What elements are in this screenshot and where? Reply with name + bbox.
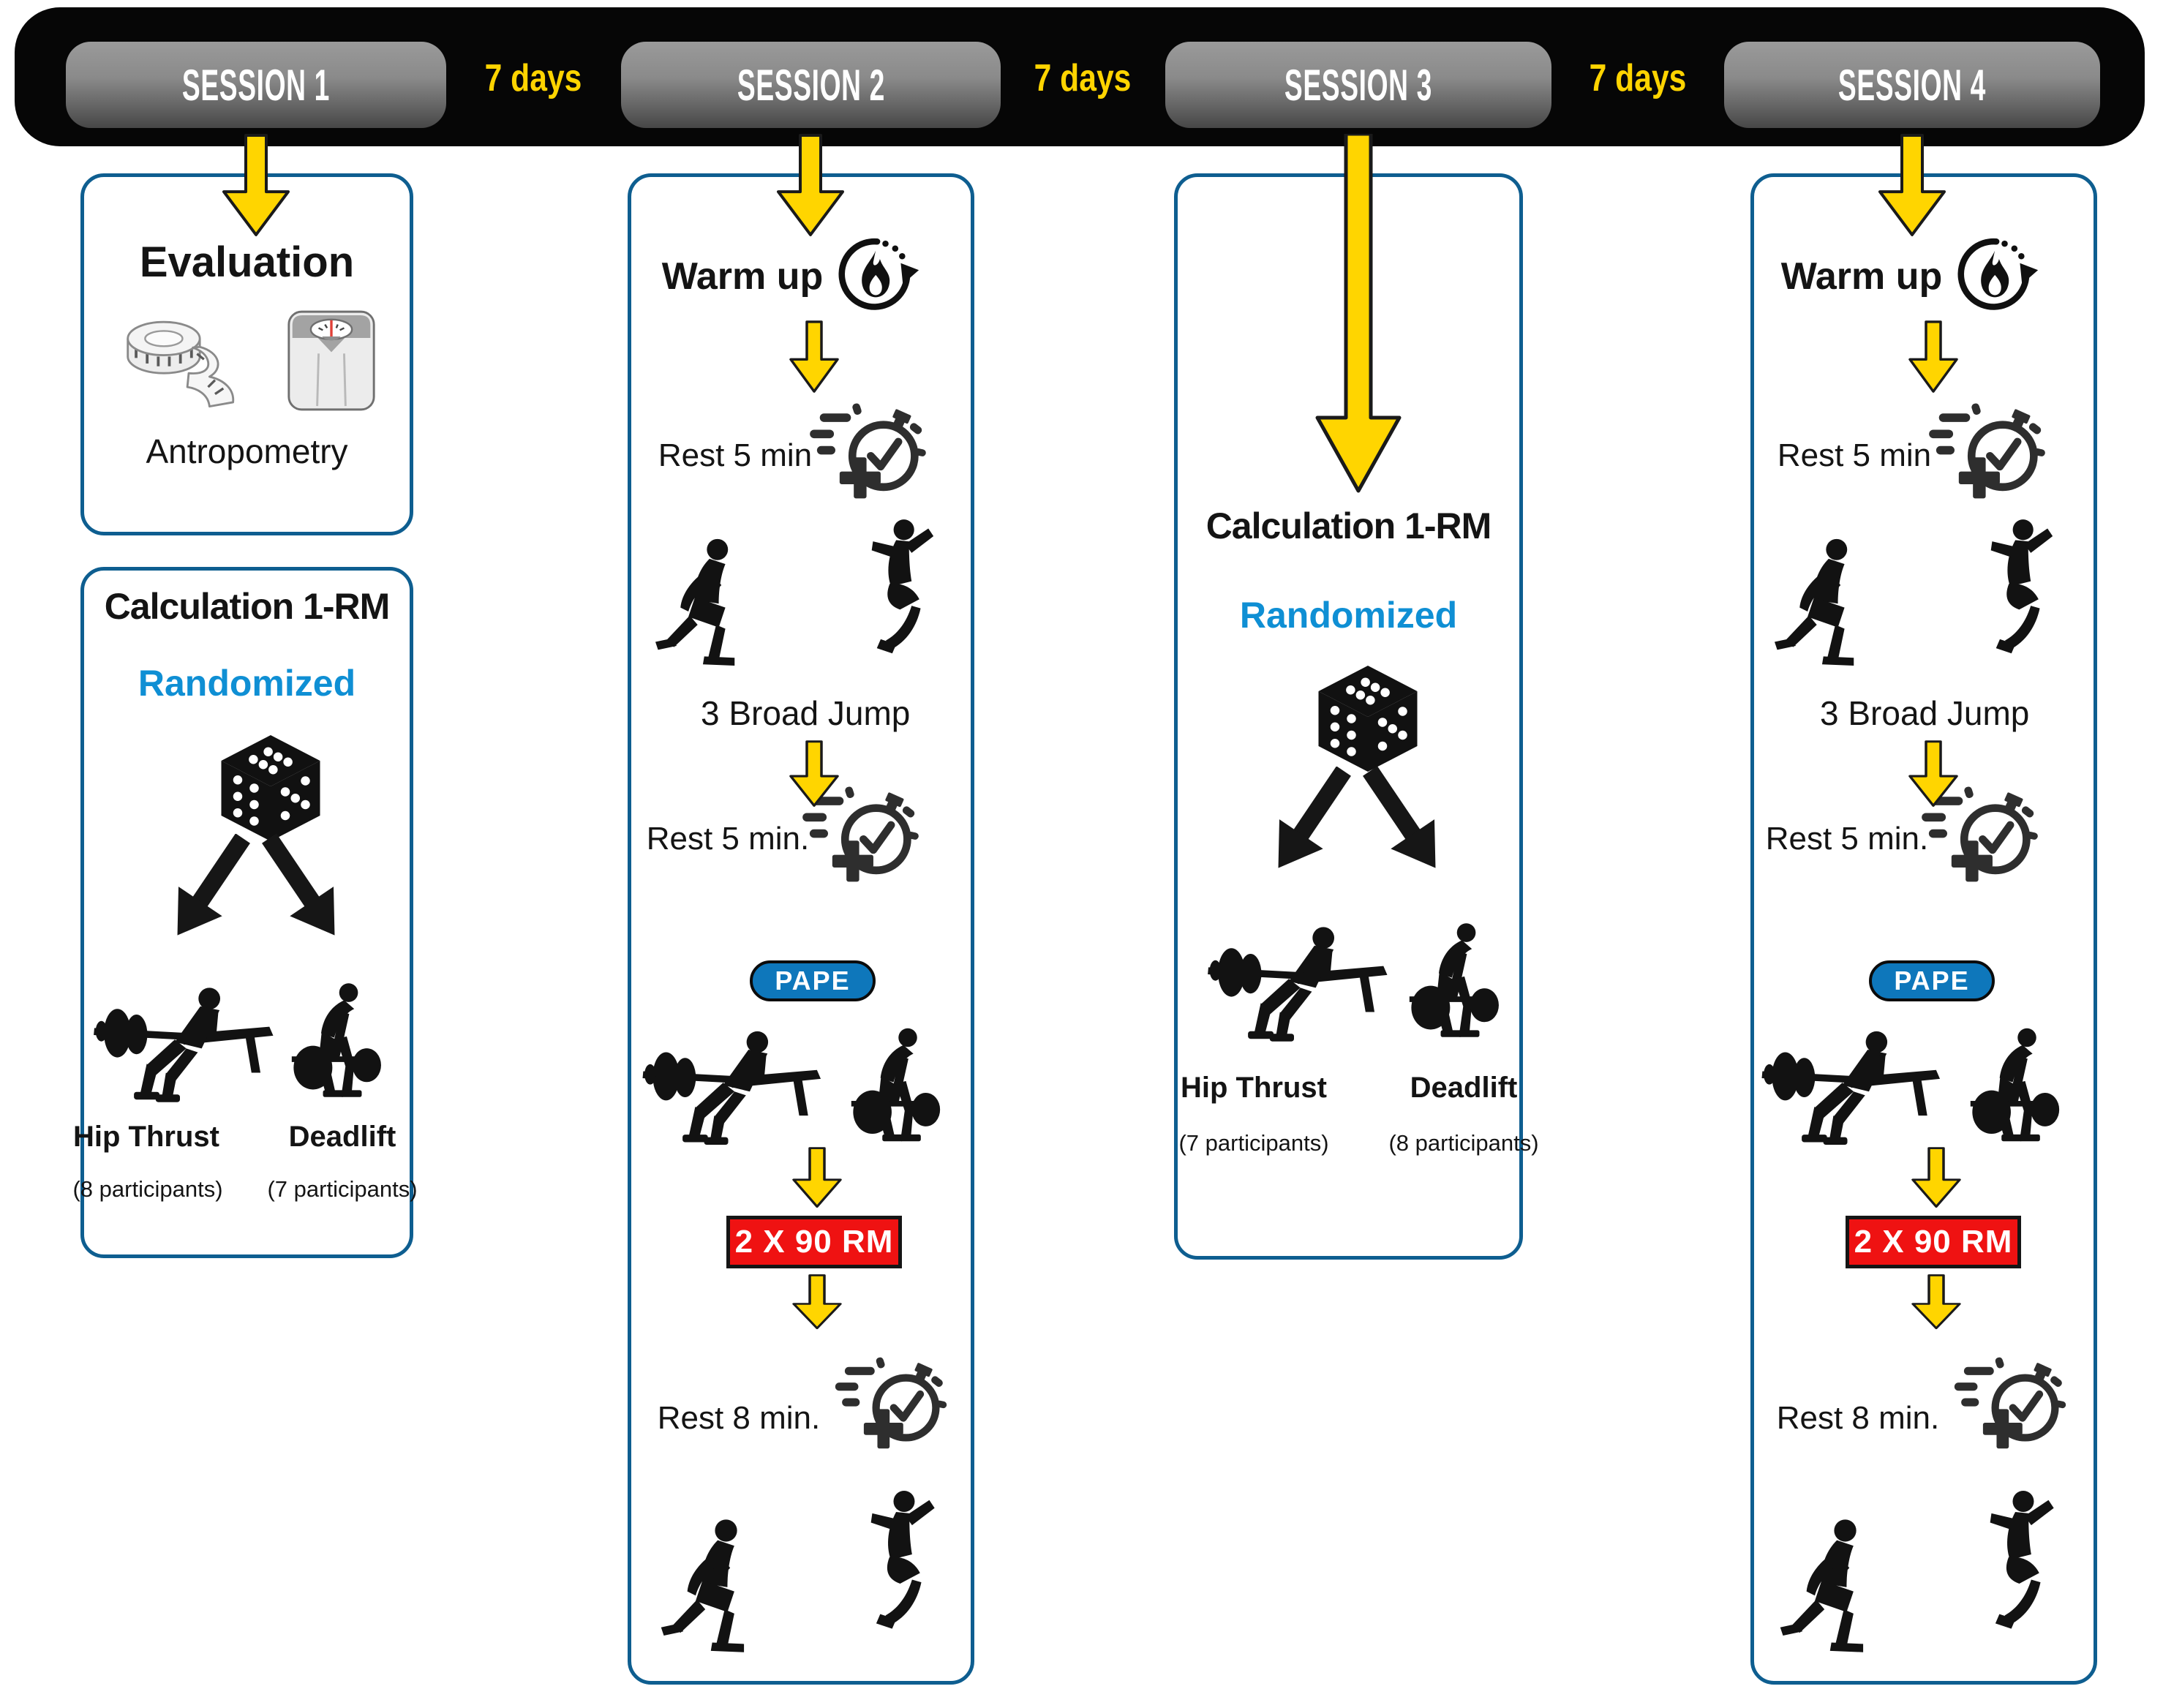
rest-stopwatch-icon [808,396,929,506]
deadlift-figure [1404,911,1520,1045]
session-2-pill [621,42,1001,128]
session-1-pill [66,42,446,128]
broad-jump-crouch-figure [1770,531,1880,686]
down-arrow-icon [791,1147,843,1208]
gap-1-label: 7 days [484,57,582,99]
down-arrow-icon [1877,134,1947,238]
split-arrows-icon [132,834,380,987]
pape-label-s4: PAPE [1894,966,1970,996]
broad-jump-crouch-figure [1775,1511,1891,1674]
pape-badge-s4 [1869,960,1995,1001]
down-arrow-icon [1911,1274,1962,1330]
randomized-label-s3: Randomized [1239,595,1458,636]
gap-2-label: 7 days [1034,57,1132,99]
deadlift-participants-s1: (7 participants) [267,1176,418,1202]
fire-cycle-icon [1953,231,2042,316]
broad-jump-air-figure [1968,511,2064,680]
hip-thrust-figure [84,966,276,1105]
down-arrow-icon [775,134,846,238]
fire-cycle-icon [834,231,923,316]
set-scheme-label-s4: 2 X 90 RM [1854,1224,2013,1260]
pape-badge-s2 [750,960,876,1001]
split-arrows-icon [1233,767,1481,920]
dice-icon [1313,662,1423,775]
down-arrow-icon [1911,1147,1962,1208]
deadlift-figure [1965,1017,2080,1148]
session-4-pill [1724,42,2100,128]
weight-scale-icon [285,307,377,414]
session-4-label: SESSION 4 [1837,60,1986,110]
broad-jump-crouch-figure [656,1511,772,1674]
deadlift-figure [287,971,402,1105]
broad-jump-air-figure [1966,1472,2066,1666]
broad-jump-air-figure [847,1472,947,1666]
antropometry-label: Antropometry [146,432,348,470]
broad-jump-crouch-figure [651,531,761,686]
hip-thrust-participants-s3: (7 participants) [1178,1130,1329,1156]
randomized-label-s1: Randomized [138,663,356,704]
calc-title-s3: Calculation 1-RM [1205,505,1491,546]
deadlift-label-s3: Deadlift [1410,1072,1518,1104]
rest5b-label-s2: Rest 5 min. [646,821,810,857]
broad-jump-label-s2: 3 Broad Jump [701,694,911,732]
evaluation-title: Evaluation [139,238,355,286]
hip-thrust-participants-s1: (8 participants) [72,1176,223,1202]
calc-title-s1: Calculation 1-RM [104,586,390,627]
set-scheme-box-s2 [726,1216,902,1268]
warmup-label-s2: Warm up [661,255,824,298]
dice-icon [216,731,326,845]
long-down-arrow-icon [1314,134,1402,494]
hip-thrust-figure [631,1012,825,1145]
deadlift-label-s1: Deadlift [288,1121,396,1153]
session-3-pill [1165,42,1551,128]
gap-3-label: 7 days [1589,57,1687,99]
timeline-bar [15,7,2145,146]
session-1-label: SESSION 1 [181,60,330,110]
hip-thrust-figure [1750,1012,1944,1145]
down-arrow-icon [1908,320,1959,394]
deadlift-participants-s3: (8 participants) [1388,1130,1539,1156]
set-scheme-box-s4 [1846,1216,2021,1268]
broad-jump-air-figure [849,511,945,680]
down-arrow-icon [221,134,291,238]
rest8-label-s2: Rest 8 min. [657,1400,821,1436]
hip-thrust-label-s1: Hip Thrust [73,1121,219,1153]
rest-stopwatch-icon [1927,396,2048,506]
warmup-label-s4: Warm up [1780,255,1943,298]
rest-stopwatch-icon [834,1350,949,1456]
broad-jump-label-s4: 3 Broad Jump [1820,694,2030,732]
hip-thrust-label-s3: Hip Thrust [1181,1072,1327,1104]
session-2-label: SESSION 2 [737,60,885,110]
measuring-tape-icon [119,311,258,415]
rest5-label-s2: Rest 5 min [658,437,813,473]
rest5-label-s4: Rest 5 min [1777,437,1932,473]
deadlift-figure [846,1017,961,1148]
pape-label-s2: PAPE [775,966,851,996]
set-scheme-label-s2: 2 X 90 RM [734,1224,894,1260]
down-arrow-icon [789,320,840,394]
down-arrow-icon [1908,740,1959,808]
down-arrow-icon [791,1274,843,1330]
rest8-label-s4: Rest 8 min. [1776,1400,1940,1436]
session-3-label: SESSION 3 [1284,60,1432,110]
down-arrow-icon [789,740,840,808]
hip-thrust-figure [1198,906,1390,1043]
rest-stopwatch-icon [1953,1350,2069,1456]
rest5b-label-s4: Rest 5 min. [1765,821,1929,857]
